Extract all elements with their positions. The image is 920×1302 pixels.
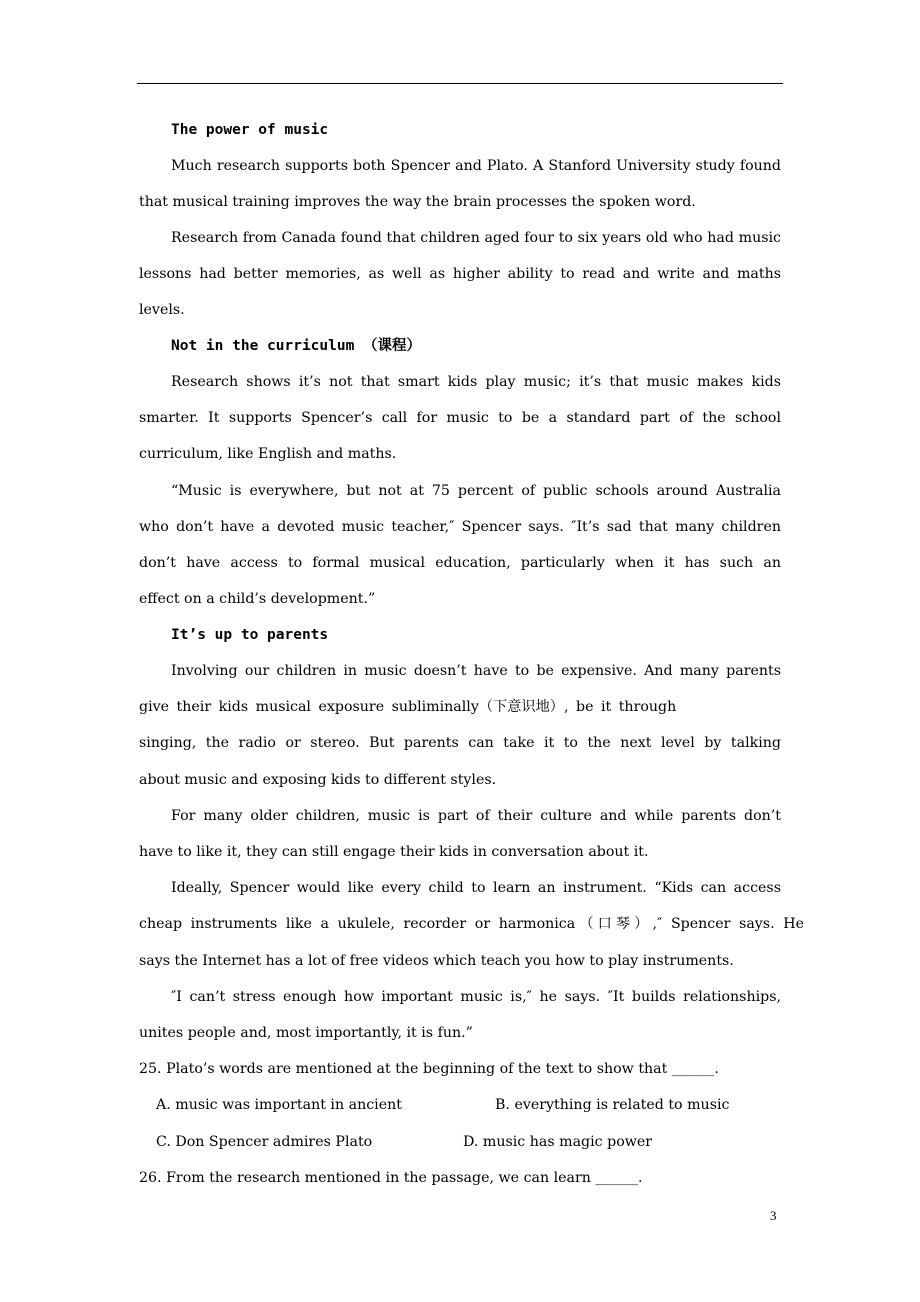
paragraph-line: effect on a child’s development.” bbox=[139, 591, 376, 607]
paragraph-line: who don’t have a devoted music teacher,″ Spencer says. ″It’s sad that many children bbox=[139, 519, 781, 535]
paragraph-line: Involving our children in music doesn’t have to be expensive. And many parents bbox=[171, 663, 781, 679]
paragraph-line: For many older children, music is part of their culture and while parents don’t bbox=[171, 808, 781, 824]
paragraph-line: unites people and, most importantly, it is fun.” bbox=[139, 1025, 473, 1041]
paragraph-line: have to like it, they can still engage their kids in conversation about it. bbox=[139, 844, 649, 860]
paragraph-line: “Music is everywhere, but not at 75 percent of public schools around Australia bbox=[171, 483, 781, 499]
header-rule bbox=[137, 83, 783, 84]
paragraph-line: says the Internet has a lot of free videos which teach you how to play instruments. bbox=[139, 953, 734, 969]
question-25-stem: 25. Plato’s words are mentioned at the beginning of the text to show that ______. bbox=[139, 1061, 719, 1077]
heading-not-in-curriculum: Not in the curriculum （课程） bbox=[171, 338, 422, 354]
paragraph-line: Ideally, Spencer would like every child to learn an instrument. “Kids can access bbox=[171, 880, 781, 896]
question-25-option-b: B. everything is related to music bbox=[495, 1097, 730, 1113]
question-25-option-d: D. music has magic power bbox=[463, 1134, 653, 1150]
paragraph-line: levels. bbox=[139, 302, 185, 318]
paragraph-line: smarter. It supports Spencer’s call for music to be a standard part of the school bbox=[139, 410, 781, 426]
paragraph-line: Research shows it’s not that smart kids play music; it’s that music makes kids bbox=[171, 374, 781, 390]
paragraph-line: cheap instruments like a ukulele, recorder or harmonica（口琴）,″ Spencer says. He bbox=[139, 916, 804, 932]
paragraph-line: Research from Canada found that children aged four to six years old who had music bbox=[171, 230, 781, 246]
paragraph-line: about music and exposing kids to different styles. bbox=[139, 772, 497, 788]
paragraph-line: Much research supports both Spencer and Plato. A Stanford University study found bbox=[171, 158, 781, 174]
paragraph-line: give their kids musical exposure subliminally（下意识地）, be it through bbox=[139, 699, 677, 715]
paragraph-line: ″I can’t stress enough how important music is,″ he says. ″It builds relationships, bbox=[171, 989, 781, 1005]
paragraph-line: singing, the radio or stereo. But parents can take it to the next level by talking bbox=[139, 735, 781, 751]
paragraph-line: curriculum, like English and maths. bbox=[139, 446, 397, 462]
question-25-option-c: C. Don Spencer admires Plato bbox=[156, 1134, 373, 1150]
question-26-stem: 26. From the research mentioned in the passage, we can learn ______. bbox=[139, 1170, 643, 1186]
paragraph-line: that musical training improves the way the brain processes the spoken word. bbox=[139, 194, 696, 210]
page-number: 3 bbox=[770, 1208, 777, 1223]
paragraph-line: lessons had better memories, as well as higher ability to read and write and maths bbox=[139, 266, 781, 282]
heading-power-of-music: The power of music bbox=[171, 122, 329, 138]
heading-up-to-parents: It’s up to parents bbox=[171, 627, 329, 643]
paragraph-line: don’t have access to formal musical education, particularly when it has such an bbox=[139, 555, 781, 571]
question-25-option-a: A. music was important in ancient bbox=[156, 1097, 402, 1113]
